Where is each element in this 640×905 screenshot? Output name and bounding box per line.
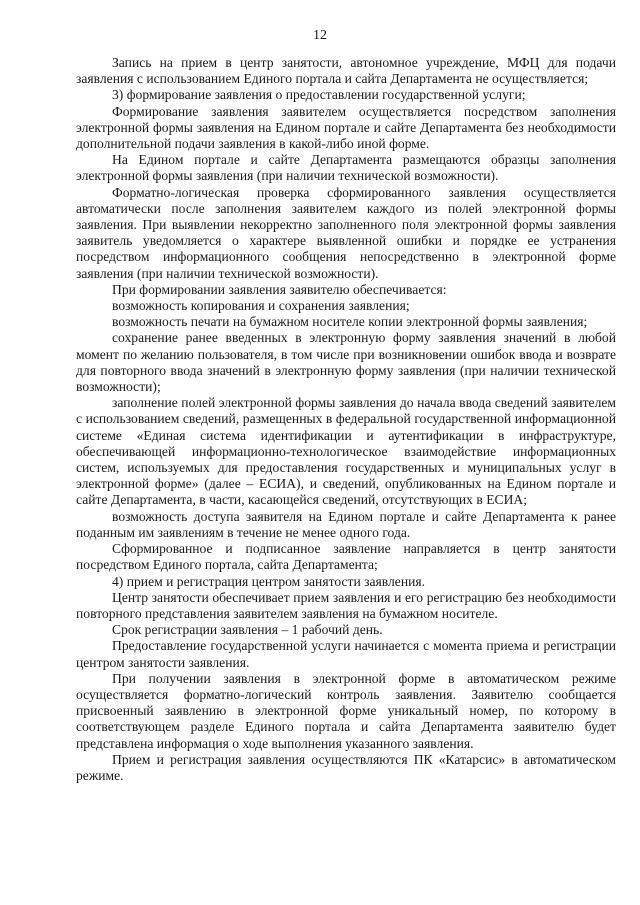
paragraph: Прием и регистрация заявления осуществляются ПК «Катарсис» в автоматическом режиме.: [76, 751, 616, 783]
paragraph: возможность доступа заявителя на Едином портале и сайте Департамента к ранее поданным им заявлениям в течение не менее одного года.: [76, 508, 616, 540]
paragraph: возможность печати на бумажном носителе копии электронной формы заявления;: [112, 314, 588, 330]
paragraph: Форматно-логическая проверка сформированного заявления осуществляется автоматически после заполнения заявителем каждого из полей электронной формы заявления. При выявлении некорректно заполненного поля электронной формы заявления заявитель уведомляется о характере выявленной ошибки и порядке ее устранения посредством информационного сообщения непосредственно в электронной форме заявления (при наличии технической возможности).: [76, 184, 616, 281]
paragraph: Срок регистрации заявления – 1 рабочий день.: [112, 622, 383, 638]
paragraph: 4) прием и регистрация центром занятости заявления.: [112, 573, 426, 589]
document-body: [76, 55, 616, 784]
page-number: 12: [313, 28, 327, 43]
paragraph: сохранение ранее введенных в электронную форму заявления значений в любой момент по желанию пользователя, в том числе при возникновении ошибок ввода и возврате для повторного ввода значений в электронную форму заявления (при наличии технической возможности);: [76, 330, 616, 395]
paragraph: На Едином портале и сайте Департамента размещаются образцы заполнения электронной формы заявления (при наличии технической возможности).: [76, 152, 616, 184]
paragraph: заполнение полей электронной формы заявления до начала ввода сведений заявителем с использованием сведений, размещенных в федеральной государственной информационной системе «Единая система идентификации и аутентификации в инфраструктуре, обеспечивающей информационно-технологическое взаимодействие информационных систем, используемых для предоставления государственных и муниципальных услуг в электронной форме» (далее – ЕСИА), и сведений, опубликованных на Едином портале и сайте Департамента, в части, касающейся сведений, отсутствующих в ЕСИА;: [76, 395, 616, 508]
paragraph: Запись на прием в центр занятости, автономное учреждение, МФЦ для подачи заявления с использованием Единого портала и сайта Департамента не осуществляется;: [76, 55, 616, 87]
paragraph: При формировании заявления заявителю обеспечивается:: [112, 281, 447, 297]
paragraph: При получении заявления в электронной форме в автоматическом режиме осуществляется форматно-логический контроль заявления. Заявителю сообщается присвоенный заявлению в электронной форме уникальный номер, по которому в соответствующем разделе Единого портала и сайта Департамента заявителю будет представлена информация о ходе выполнения указанного заявления.: [76, 670, 616, 751]
paragraph: возможность копирования и сохранения заявления;: [112, 298, 410, 314]
paragraph: 3) формирование заявления о предоставлении государственной услуги;: [112, 87, 526, 103]
paragraph: Предоставление государственной услуги начинается с момента приема и регистрации центром занятости заявления.: [76, 638, 616, 670]
paragraph: Формирование заявления заявителем осуществляется посредством заполнения электронной формы заявления на Едином портале и сайте Департамента без необходимости дополнительной подачи заявления в какой-либо иной форме.: [76, 103, 616, 152]
paragraph: Центр занятости обеспечивает прием заявления и его регистрацию без необходимости повторного представления заявителем заявления на бумажном носителе.: [76, 589, 616, 621]
paragraph: Сформированное и подписанное заявление направляется в центр занятости посредством Единого портала, сайта Департамента;: [76, 541, 616, 573]
